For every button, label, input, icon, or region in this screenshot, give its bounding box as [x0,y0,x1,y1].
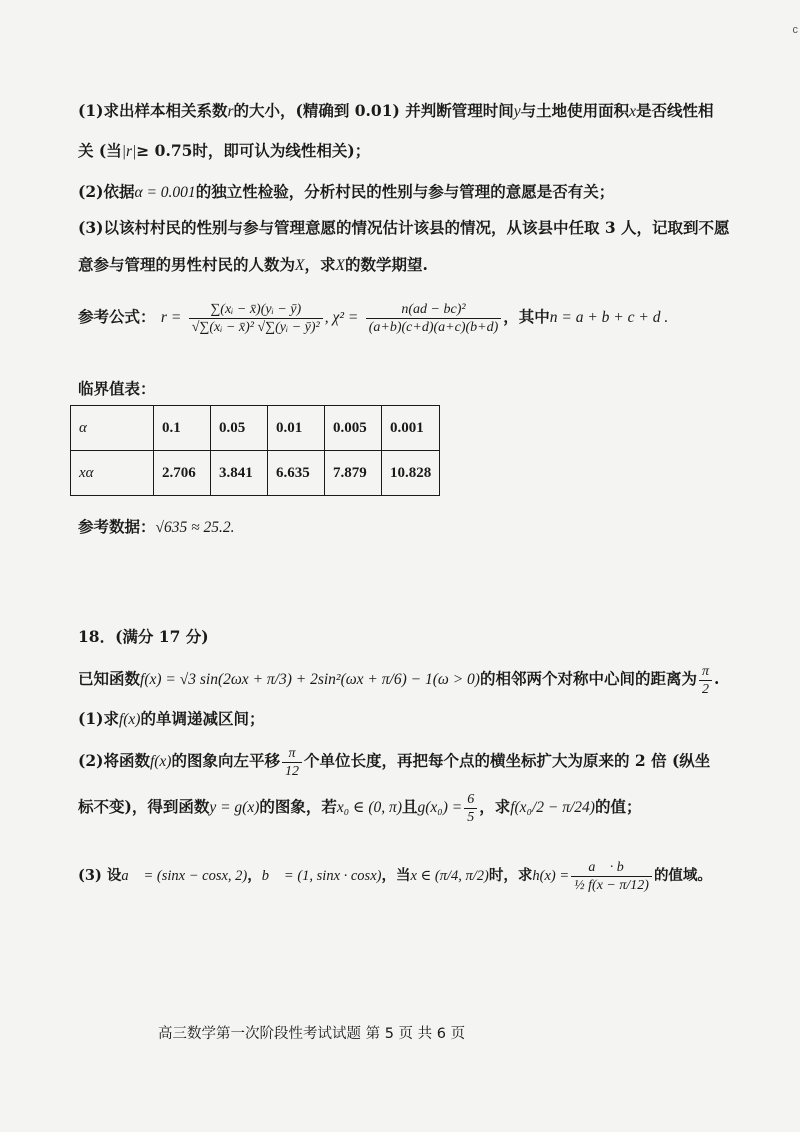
formula-r-numerator: ∑(xᵢ − x̄)(yᵢ − ȳ) [189,301,323,319]
table-row [71,406,440,451]
text: ，求 [479,797,511,816]
q18-part2-line2 [78,790,760,826]
formula-chi-numerator: n(ad − bc)² [366,301,502,319]
q18-title: 18．(满分 17 分) [78,627,209,646]
var-X: X [295,257,305,274]
text: 意参与管理的男性村民的人数为 [78,255,296,274]
func: f(x) [149,753,172,770]
text: 的独立性检验，分析村民的性别与参与管理的意愿是否有关； [195,182,615,201]
page-footer: 高三数学第一次阶段性考试试题 第 5 页 共 6 页 [158,1026,466,1042]
range: x ∈ (π/4, π/2) [410,868,489,884]
var-X: X [335,257,345,274]
vector-a: a⃗ = (sinx − cosx, 2) [121,868,248,884]
text: (2)将函数 [78,751,150,770]
numerator: a⃗ · b⃗ [571,859,652,877]
edge-mark: c [792,24,798,36]
reference-formula [78,300,760,336]
text: 参考数据： [78,517,156,536]
func: f(x) [118,711,141,728]
fraction [282,745,302,780]
denominator: 12 [284,763,299,779]
h-func: h(x) = [532,868,570,884]
var-r: r [227,103,234,120]
text: 的值； [594,797,642,816]
var-x: x [629,103,637,120]
text: 且 [402,797,418,816]
h-fraction [571,859,652,894]
table-cell: 0.01 [268,406,325,451]
text: (2)依据 [78,182,135,201]
table-cell: 7.879 [325,451,382,496]
text: 时，求 [488,867,533,884]
formula-r: r = [160,309,182,326]
target-expr: f(x₀/2 − π/24) [510,799,595,816]
formula-n: n = a + b + c + d . [549,309,669,326]
text: 的单调递减区间； [140,709,265,728]
text: ≥ 0.75时，即可认为线性相关)； [136,141,371,160]
q17-part2 [78,181,760,204]
text: 与土地使用面积 [520,101,630,120]
table-cell: 2.706 [154,451,211,496]
text: . [713,669,720,688]
table-head-x: xα [71,451,154,496]
table-cell: 0.05 [211,406,268,451]
text: 的值域。 [653,867,712,884]
text: ，当 [381,867,411,884]
table-cell: 10.828 [382,451,440,496]
text: ，其中 [503,307,550,326]
formula-chi-denominator: (a+b)(c+d)(a+c)(b+d) [368,319,499,335]
gx0: g(x₀) = [417,799,463,816]
table-cell: 6.635 [268,451,325,496]
text: 的相邻两个对称中心间的距离为 [479,669,697,688]
numerator: π [282,745,302,763]
formula-r-denominator: √∑(xᵢ − x̄)² √∑(yᵢ − ȳ)² [191,319,320,335]
q18-part2-line1 [78,744,760,780]
reference-data [78,516,760,539]
text: (1)求出样本相关系数 [78,101,228,120]
table-cell: 0.1 [154,406,211,451]
numerator: 6 [464,791,477,809]
q17-part1-line1 [78,100,760,123]
fraction [699,663,712,698]
text: 标不变)，得到函数 [78,797,210,816]
text: ，求 [304,255,336,274]
denominator: ½ f(x − π/12) [574,877,649,893]
abs-r: |r| [121,143,137,160]
alpha-value: α = 0.001 [134,184,196,201]
q18-part3 [78,856,760,896]
ref-value: √635 ≈ 25.2. [155,519,235,536]
numerator: π [699,663,712,681]
condition: x₀ ∈ (0, π) [336,799,402,816]
denominator: 2 [701,681,709,697]
q17-part1-line2 [78,140,760,163]
table-cell: 0.005 [325,406,382,451]
text: 的数学期望. [344,255,428,274]
formula-label: 参考公式： [78,307,156,326]
table-row [71,451,440,496]
table-cell: 0.001 [382,406,440,451]
table-head-alpha: α [71,406,154,451]
critical-value-table [70,405,440,496]
q18-given [78,662,760,698]
denominator: 5 [467,809,475,825]
q18-part1 [78,708,760,731]
formula-r-fraction [189,301,323,336]
text: 的图象向左平移 [171,751,280,770]
text: (1)求 [78,709,119,728]
formula-chi-fraction [366,301,502,336]
q17-part3-line2 [78,254,760,277]
table-label: 临界值表： [78,379,156,398]
given-expression: f(x) = √3 sin(2ωx + π/3) + 2sin²(ωx + π/6) − 1(ω > 0) [140,671,480,688]
table-cell: 3.841 [211,451,268,496]
text: 已知函数 [78,669,141,688]
text: 是否线性相 [636,101,714,120]
q17-part3-line1: (3)以该村村民的性别与参与管理意愿的情况估计该县的情况，从该县中任取 3 人，记取到不愿 [78,218,730,237]
fraction [464,791,477,826]
text: 个单位长度，再把每个点的横坐标扩大为原来的 2 倍 (纵坐 [303,751,711,770]
text: 的图象，若 [259,797,337,816]
text: 关 (当 [78,141,122,160]
func-g: y = g(x) [209,799,260,816]
vector-b: b⃗ = (1, sinx · cosx) [261,868,382,884]
var-y: y [513,103,521,120]
text: (3) 设 [78,867,122,884]
text: 的大小，(精确到 0.01) 并判断管理时间 [233,101,514,120]
text: ， [247,867,262,884]
formula-chi: , χ² = [324,309,359,326]
